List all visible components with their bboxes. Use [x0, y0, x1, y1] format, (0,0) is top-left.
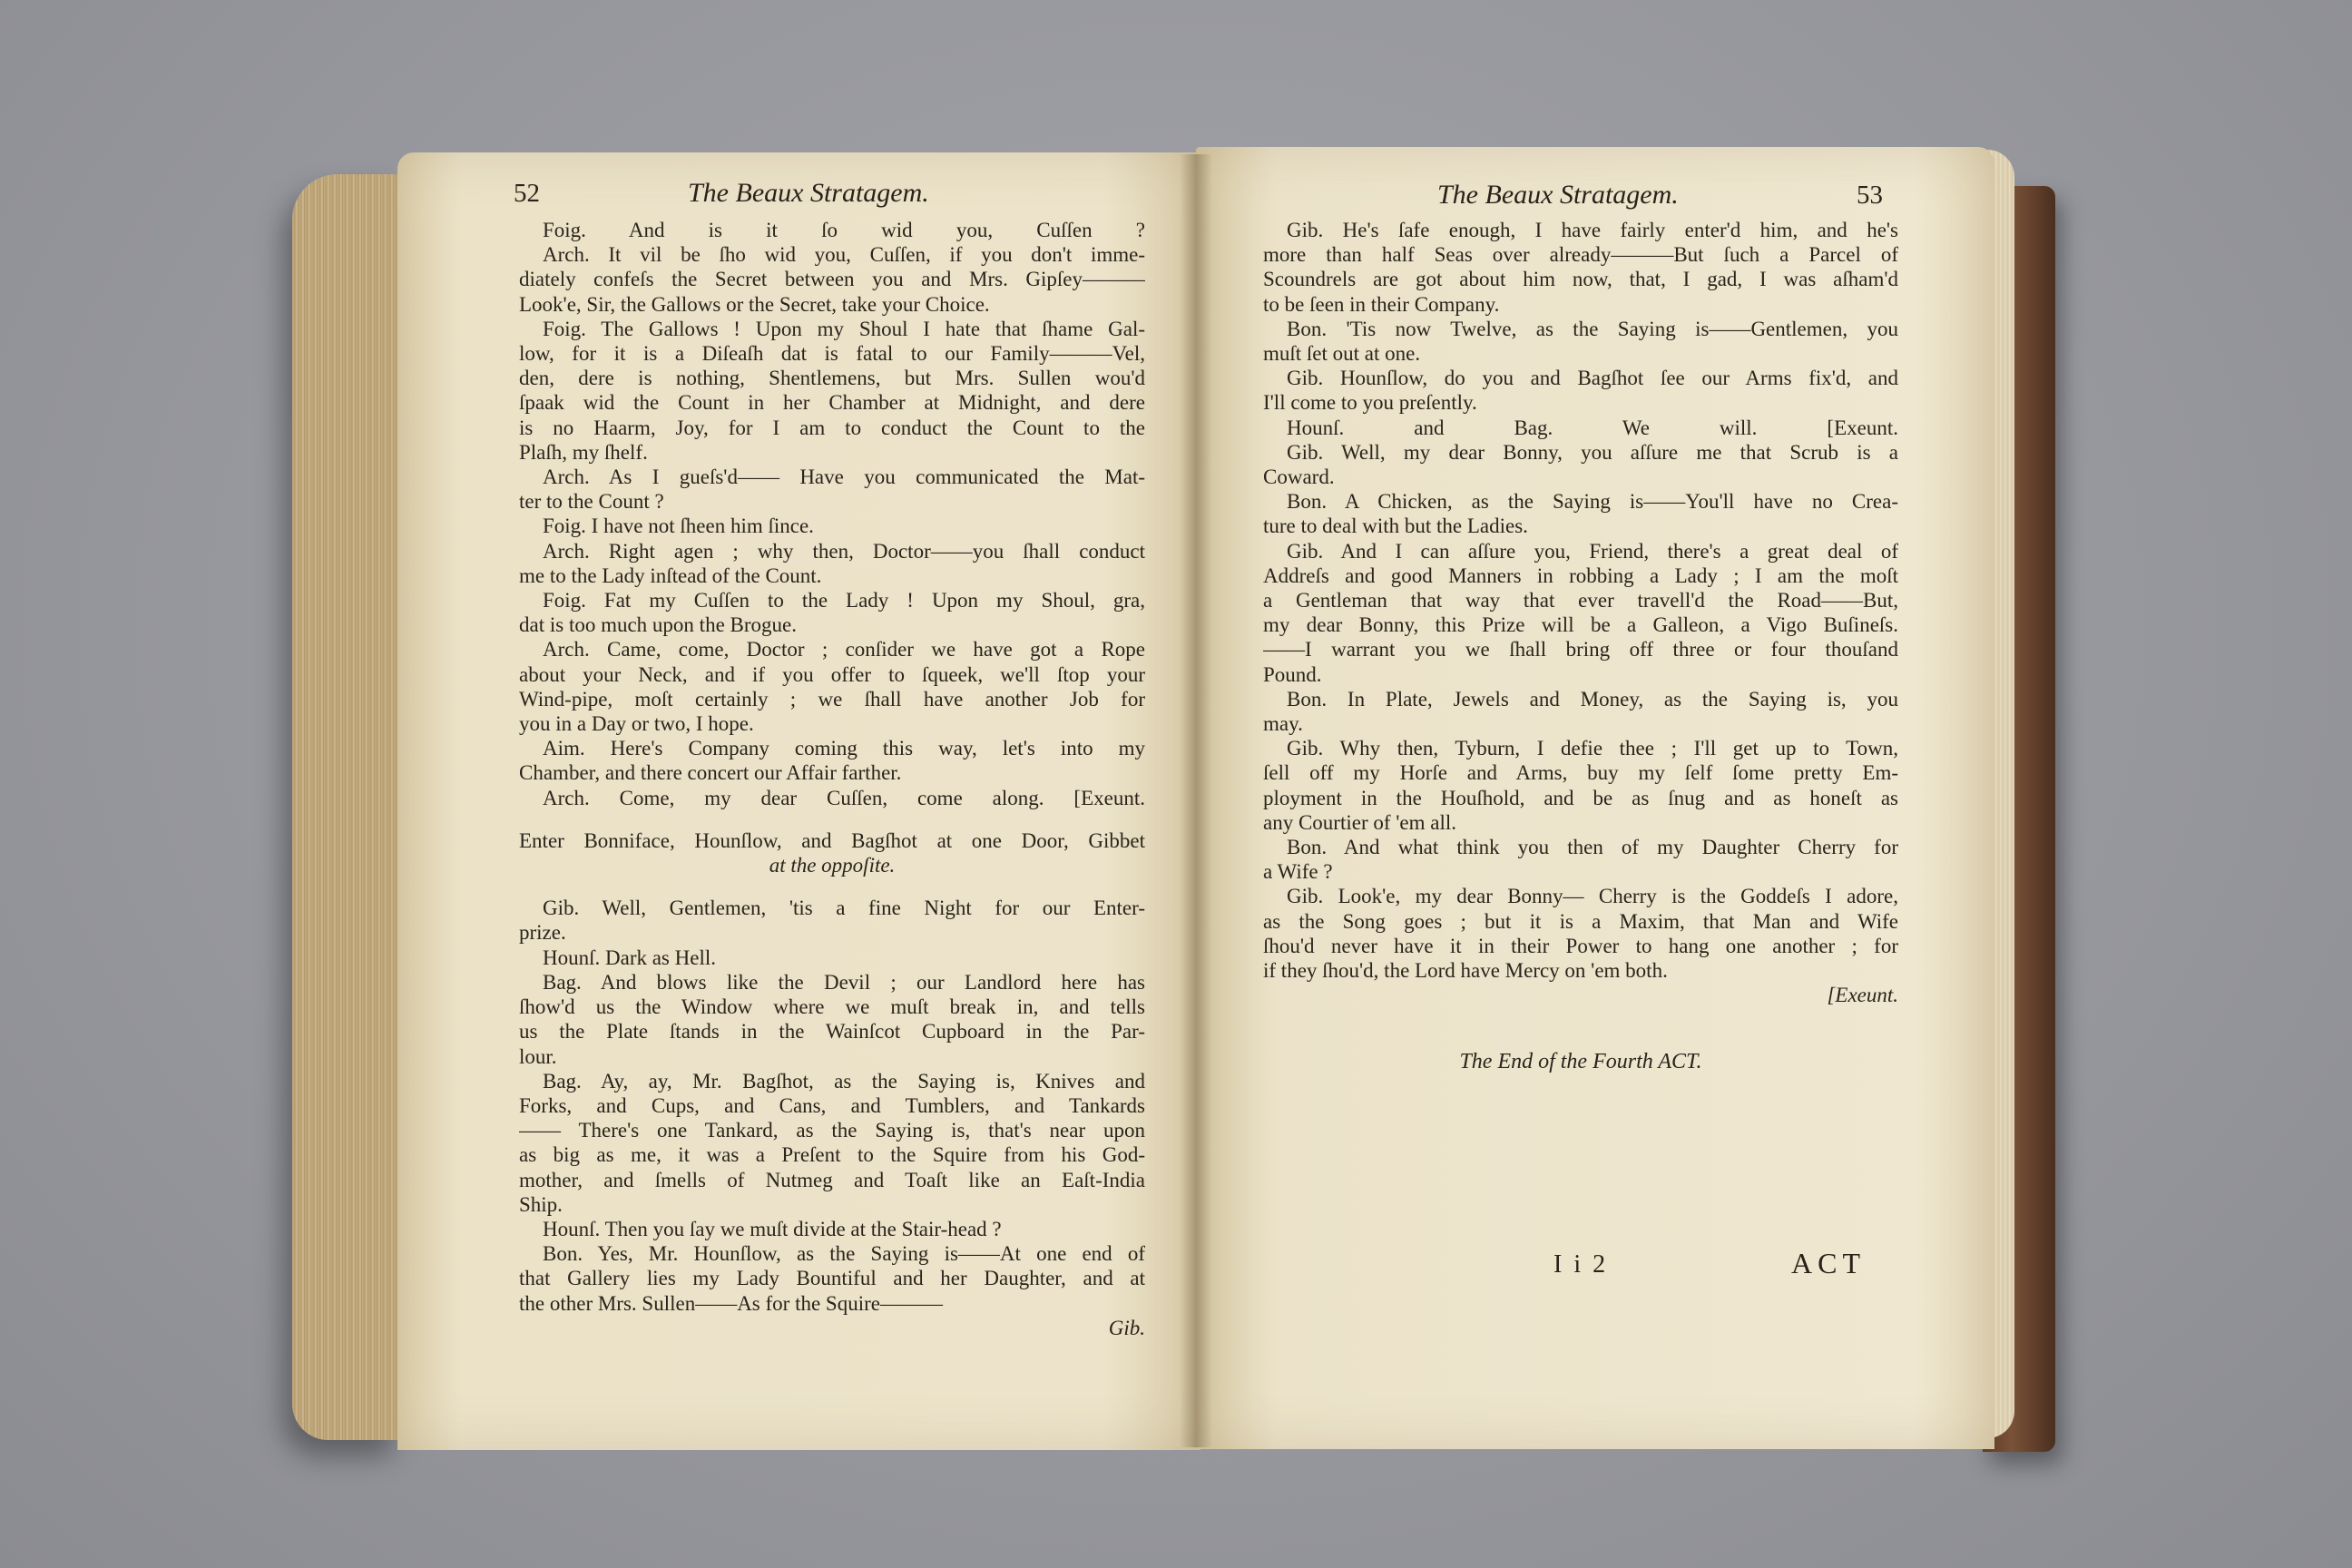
end-of-act-heading: The End of the Fourth ACT. [1459, 1049, 1702, 1073]
text-line: ——I warrant you we ſhall bring off three or four thouſand [1263, 638, 1898, 662]
text-line: Addreſs and good Manners in robbing a Lady ; I am the moſt [1263, 564, 1898, 587]
signature-mark: I i 2 [1553, 1250, 1609, 1279]
left-fore-edge [292, 174, 401, 1440]
text-line: Gib. Why then, Tyburn, I defie thee ; I'll get up to Town, [1287, 737, 1898, 760]
text-line: Gib. Look'e, my dear Bonny— Cherry is the Goddeſs I adore, [1287, 885, 1898, 908]
text-line: Scoundrels are got about him now, that, I gad, I was aſham'd [1263, 268, 1898, 291]
text-line: low, for it is a Diſeaſh dat is fatal to our Family———Vel, [519, 342, 1145, 366]
text-line: Bag. And blows like the Devil ; our Landlord here has [543, 970, 1145, 994]
text-line: Gib. Well, Gentlemen, 'tis a fine Night for our Enter- [543, 897, 1145, 920]
text-line: Gib. And I can aſſure you, Friend, there's a great deal of [1287, 539, 1898, 563]
left-page-text [519, 218, 1145, 1340]
text-line: my dear Bonny, this Prize will be a Galleon, a Vigo Buſineſs. [1263, 613, 1898, 637]
text-line: to be ſeen in their Company. [1263, 292, 1500, 316]
text-line: Aim. Here's Company coming this way, let's into my [543, 737, 1145, 760]
right-running-title: The Beaux Stratagem. [1437, 180, 1679, 210]
text-line: Arch. It vil be ſho wid you, Cuſſen, if you don't imme- [543, 243, 1145, 267]
text-line: Arch. Came, come, Doctor ; conſider we have got a Rope [543, 638, 1145, 662]
text-line: Bon. A Chicken, as the Saying is——You'll have no Crea- [1287, 490, 1898, 514]
text-line: any Courtier of 'em all. [1263, 810, 1456, 834]
text-line: Gib. He's ſafe enough, I have fairly enter'd him, and he's [1287, 219, 1898, 241]
right-page-text [1263, 218, 1898, 1074]
text-line: Arch. As I gueſs'd—— Have you communicated the Mat- [543, 466, 1145, 489]
text-line: dat is too much upon the Brogue. [519, 613, 797, 637]
book-gutter [1180, 154, 1212, 1447]
text-line: Chamber, and there concert our Affair farther. [519, 761, 902, 785]
catchword-act: ACT [1791, 1247, 1866, 1279]
text-line: Ship. [519, 1192, 563, 1216]
text-line: Arch. Right agen ; why then, Doctor——you ſhall conduct [543, 539, 1145, 563]
text-line: me to the Lady inſtead of the Count. [519, 564, 822, 587]
text-line: Gib. Hounſlow, do you and Bagſhot ſee our Arms fix'd, and [1287, 367, 1898, 390]
text-line: the other Mrs. Sullen——As for the Squire——— [519, 1291, 943, 1315]
text-line: us the Plate ſtands in the Wainſcot Cupboard in the Par- [519, 1020, 1145, 1044]
text-line: muſt ſet out at one. [1263, 342, 1421, 366]
text-line: Hounſ. Dark as Hell. [543, 946, 716, 969]
text-line: Gib. Well, my dear Bonny, you aſſure me that Scrub is a [1287, 440, 1898, 464]
text-line: Bon. Yes, Mr. Hounſlow, as the Saying is——At one end of [543, 1242, 1145, 1266]
text-line: I'll come to you preſently. [1263, 391, 1477, 415]
text-line: lour. [519, 1044, 557, 1068]
text-line: you in a Day or two, I hope. [519, 712, 754, 736]
text-line: diately confeſs the Secret between you and Mrs. Gipſey——— [519, 268, 1145, 291]
text-line: ſell off my Horſe and Arms, buy my ſelf ſome pretty Em- [1263, 761, 1898, 785]
left-page-number: 52 [514, 179, 540, 208]
left-running-title: The Beaux Stratagem. [688, 178, 929, 208]
text-line: Look'e, Sir, the Gallows or the Secret, take your Choice. [519, 292, 990, 316]
text-line: Bon. In Plate, Jewels and Money, as the Saying is, you [1287, 687, 1898, 710]
stage-direction: at the oppoſite. [769, 854, 896, 877]
text-line: Bag. Ay, ay, Mr. Bagſhot, as the Saying is, Knives and [543, 1069, 1145, 1093]
text-line: Bon. And what think you then of my Daughter Cherry for [1287, 836, 1898, 859]
text-line: Foig. I have not ſheen him ſince. [543, 514, 814, 538]
text-line: mother, and ſmells of Nutmeg and Toaſt like an Eaſt-India [519, 1168, 1145, 1191]
text-line: ſhow'd us the Window where we muſt break in, and tells [519, 995, 1145, 1019]
text-line: prize. [519, 921, 566, 945]
text-line: Wind-pipe, moſt certainly ; we ſhall have another Job for [519, 687, 1145, 710]
text-line: Foig. Fat my Cuſſen to the Lady ! Upon my Shoul, gra, [543, 589, 1145, 612]
text-line: more than half Seas over already———But ſuch a Parcel of [1263, 243, 1898, 267]
exeunt-direction: [Exeunt. [1827, 984, 1898, 1007]
catchword: Gib. [1108, 1316, 1145, 1339]
text-line: Pound. [1263, 662, 1322, 686]
text-line: Hounſ. and Bag. We will. [Exeunt. [1287, 416, 1898, 439]
text-line: ſpaak wid the Count in her Chamber at Midnight, and dere [519, 391, 1145, 415]
text-line: Forks, and Cups, and Cans, and Tumblers, and Tankards [519, 1093, 1145, 1117]
text-line: Foig. And is it ſo wid you, Cuſſen ? [543, 219, 1145, 241]
text-line: Arch. Come, my dear Cuſſen, come along. [Exeunt. [543, 786, 1145, 809]
right-page-number: 53 [1857, 181, 1883, 210]
text-line: den, dere is nothing, Shentlemens, but Mrs. Sullen wou'd [519, 367, 1145, 390]
text-line: —— There's one Tankard, as the Saying is, that's near upon [519, 1119, 1145, 1142]
text-line: Coward. [1263, 466, 1335, 489]
text-line: a Wife ? [1263, 860, 1333, 884]
text-line: Foig. The Gallows ! Upon my Shoul I hate that ſhame Gal- [543, 317, 1145, 340]
text-line: may. [1263, 712, 1303, 736]
stage-direction: Enter Bonniface, Hounſlow, and Bagſhot at one Door, Gibbet [519, 828, 1145, 852]
text-line: about your Neck, and if you offer to ſqueek, we'll ſtop your [519, 662, 1145, 686]
text-line: ployment in the Houſhold, and be as ſnug and as honeſt as [1263, 786, 1898, 809]
text-line: Hounſ. Then you ſay we muſt divide at the Stair-head ? [543, 1217, 1002, 1240]
text-line: as the Song goes ; but it is a Maxim, that Man and Wife [1263, 909, 1898, 933]
text-line: ſhou'd never have it in their Power to hang one another ; for [1263, 934, 1898, 957]
text-line: ter to the Count ? [519, 490, 664, 514]
text-line: a Gentleman that way that ever travell'd the Road——But, [1263, 589, 1898, 612]
text-line: ture to deal with but the Ladies. [1263, 514, 1528, 538]
text-line: that Gallery lies my Lady Bountiful and her Daughter, and at [519, 1267, 1145, 1290]
text-line: Bon. 'Tis now Twelve, as the Saying is——Gentlemen, you [1287, 317, 1898, 340]
text-line: if they ſhou'd, the Lord have Mercy on 'em both. [1263, 959, 1668, 983]
text-line: is no Haarm, Joy, for I am to conduct the Count to the [519, 416, 1145, 439]
text-line: Plaſh, my ſhelf. [519, 440, 648, 464]
text-line: as big as me, it was a Preſent to the Squire from his God- [519, 1143, 1145, 1167]
